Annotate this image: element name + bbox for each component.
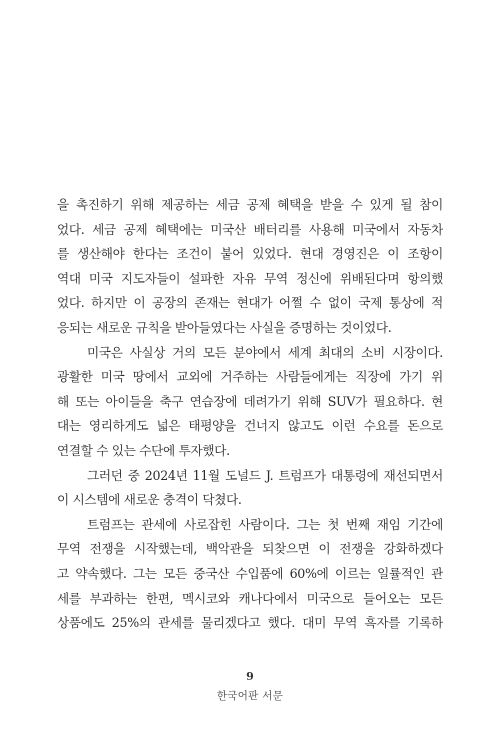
body-text (57, 193, 443, 636)
text-line: 상품에도 25%의 관세를 물리겠다고 했다. 대미 무역 흑자를 기록하 (57, 615, 443, 631)
text-line: 이 시스템에 새로운 충격이 닥쳤다. (57, 492, 242, 508)
page-number: 9 (246, 670, 254, 683)
text-line: 해 또는 아이들을 축구 연습장에 데려가기 위해 SUV가 필요하다. 현 (57, 393, 443, 409)
text-line: 세를 부과하는 한편, 멕시코와 캐나다에서 미국으로 들어오는 모든 (57, 590, 443, 606)
text-line: 연결할 수 있는 수단에 투자했다. (57, 442, 230, 458)
text-line: 었다. 세금 공제 혜택에는 미국산 배터리를 사용해 미국에서 자동차 (57, 221, 443, 237)
text-line: 고 약속했다. 그는 모든 중국산 수입품에 60%에 이르는 일률적인 관 (57, 565, 443, 581)
text-line: 미국은 사실상 거의 모든 분야에서 세계 최대의 소비 시장이다. (87, 344, 443, 360)
text-line: 를 생산해야 한다는 조건이 붙어 있었다. 현대 경영진은 이 조항이 (57, 246, 443, 262)
text-line: 었다. 하지만 이 공장의 존재는 현대가 어쩔 수 없이 국제 통상에 적 (57, 295, 443, 311)
text-line: 응되는 새로운 규칙을 받아들였다는 사실을 증명하는 것이었다. (57, 319, 392, 335)
text-line: 무역 전쟁을 시작했는데, 백악관을 되찾으면 이 전쟁을 강화하겠다 (57, 541, 443, 557)
text-line: 그러던 중 2024년 11월 도널드 J. 트럼프가 대통령에 재선되면서 (87, 467, 443, 483)
text-line: 트럼프는 관세에 사로잡힌 사람이다. 그는 첫 번째 재임 기간에 (87, 516, 443, 532)
text-line: 대는 영리하게도 넓은 태평양을 건너지 않고도 이런 수요를 돈으로 (57, 418, 443, 434)
text-line: 을 촉진하기 위해 제공하는 세금 공제 혜택을 받을 수 있게 될 참이 (57, 197, 443, 212)
running-footer: 한국어판 서문 (216, 690, 284, 702)
text-line: 역대 미국 지도자들이 설파한 자유 무역 정신에 위배된다며 항의했 (57, 270, 443, 286)
text-line: 광활한 미국 땅에서 교외에 거주하는 사람들에게는 직장에 가기 위 (57, 369, 443, 385)
